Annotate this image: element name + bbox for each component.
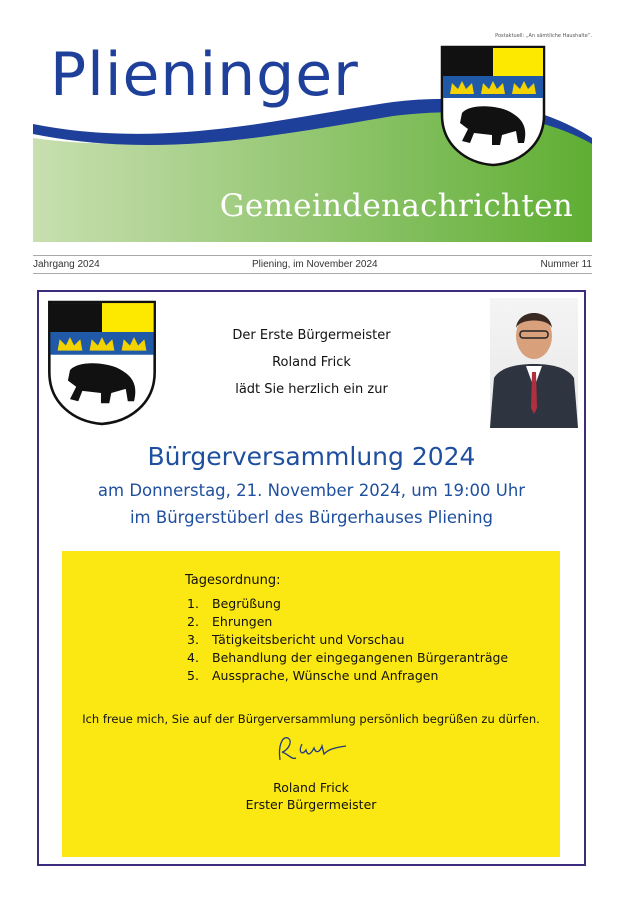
coat-of-arms-logo: [440, 45, 546, 167]
agenda-title: Tagesordnung:: [185, 573, 281, 588]
item-number: 5.: [187, 668, 199, 683]
signer-title: Erster Bürgermeister: [245, 797, 377, 812]
item-text: Aussprache, Wünsche und Anfragen: [212, 668, 439, 683]
agenda-item: [187, 668, 438, 683]
item-number: 4.: [187, 650, 199, 665]
item-text: Behandlung der eingegangenen Bürgeranträge: [212, 650, 509, 665]
item-number: 3.: [187, 632, 199, 647]
signature-image: [272, 732, 352, 766]
newsletter-subtitle: Gemeindenachrichten: [219, 188, 573, 224]
item-text: Tätigkeitsbericht und Vorschau: [212, 632, 405, 647]
event-location: im Bürgerstüberl des Bürgerhauses Pliening: [129, 508, 494, 527]
closing-sentence: Ich freue mich, Sie auf der Bürgerversammlung persönlich begrüßen zu dürfen.: [82, 712, 540, 726]
item-number: 2.: [187, 614, 199, 629]
signer-name: Roland Frick: [273, 780, 349, 795]
intro-line: Roland Frick: [272, 355, 351, 370]
agenda-item: [187, 632, 404, 647]
divider: [33, 273, 592, 274]
item-number: 1.: [187, 596, 199, 611]
postal-note: Postaktuell: „An sämtliche Haushalte“.: [495, 33, 592, 39]
divider: [33, 255, 592, 256]
newsletter-title: Plieninger: [50, 40, 359, 110]
agenda-item: [187, 650, 508, 665]
agenda-item: [187, 614, 272, 629]
volume-label: Jahrgang 2024: [33, 259, 100, 270]
agenda-item: [187, 596, 281, 611]
intro-line: lädt Sie herzlich ein zur: [235, 382, 388, 397]
intro-line: Der Erste Bürgermeister: [232, 328, 391, 343]
event-heading: Bürgerversammlung 2024: [147, 442, 476, 471]
event-date: am Donnerstag, 21. November 2024, um 19:00 Uhr: [97, 481, 526, 500]
place-date-label: Pliening, im November 2024: [252, 259, 378, 270]
item-text: Begrüßung: [212, 596, 281, 611]
item-text: Ehrungen: [212, 614, 273, 629]
issue-number: Nummer 11: [540, 259, 592, 270]
